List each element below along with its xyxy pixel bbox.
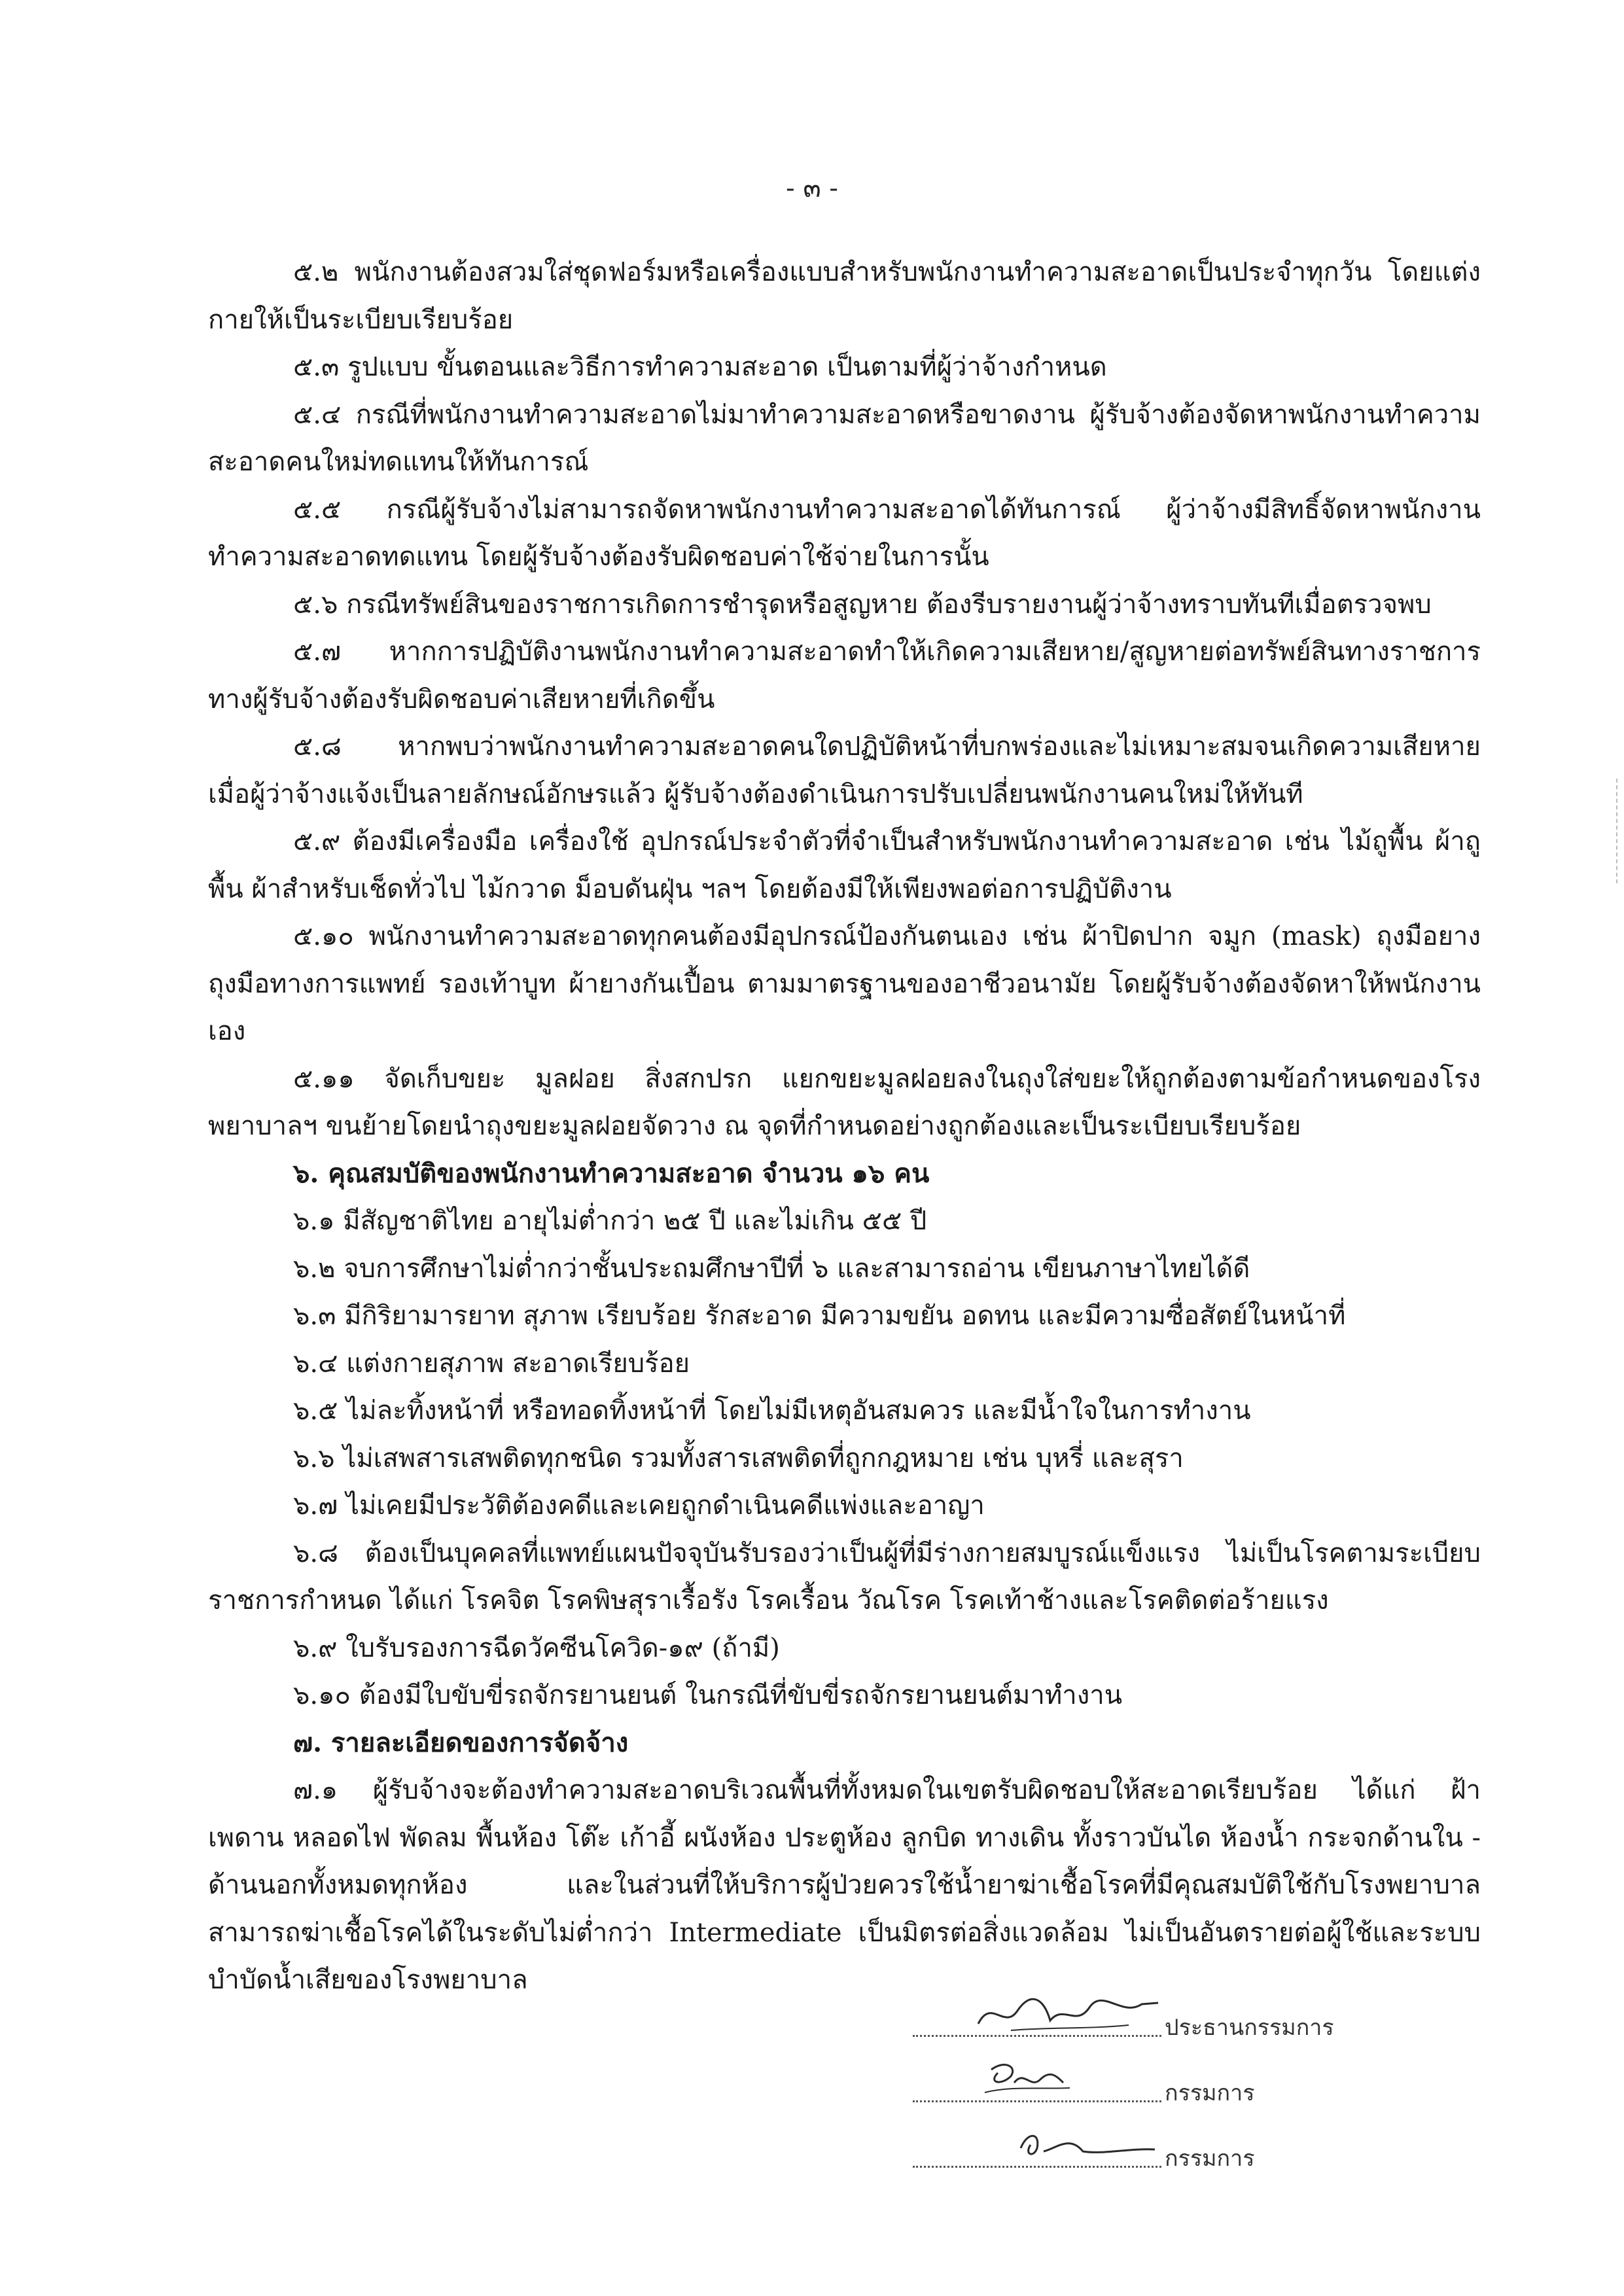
clause-5-11: ๕.๑๑ จัดเก็บขยะ มูลฝอย สิ่งสกปรก แยกขยะมูลฝอยลงในถุงใส่ขยะให้ถูกต้องตามข้อกำหนดของโรงพยาบาลฯ ขนย้ายโดยนำถุงขยะมูลฝอยจัดวาง ณ จุดที่กำหนดอย่างถูกต้องและเป็นระเบียบเรียบร้อย bbox=[208, 1063, 1481, 1141]
section-7-heading: ๗. รายละเอียดของการจัดจ้าง bbox=[293, 1727, 629, 1758]
handwritten-signature-2 bbox=[978, 2057, 1076, 2102]
clause-5-6: ๕.๖ กรณีทรัพย์สินของราชการเกิดการชำรุดหรือสูญหาย ต้องรีบรายงานผู้ว่าจ้างทราบทันทีเมื่อตรวจพบ bbox=[293, 589, 1432, 620]
clause-5-9: ๕.๙ ต้องมีเครื่องมือ เครื่องใช้ อุปกรณ์ประจำตัวที่จำเป็นสำหรับพนักงานทำความสะอาด เช่น ไม้ถูพื้น ผ้าถูพื้น ผ้าสำหรับเช็ดทั่วไป ไม้กวาด ม็อบดันฝุ่น ฯลฯ โดยต้องมีให้เพียงพอต่อการปฏิบัติงาน bbox=[208, 826, 1481, 904]
clause-6-5: ๖.๕ ไม่ละทิ้งหน้าที่ หรือทอดทิ้งหน้าที่ โดยไม่มีเหตุอันสมควร และมีน้ำใจในการทำงาน bbox=[293, 1396, 1251, 1426]
scan-edge-mark bbox=[1616, 779, 1624, 883]
clause-6-8: ๖.๘ ต้องเป็นบุคคลที่แพทย์แผนปัจจุบันรับรองว่าเป็นผู้ที่มีร่างกายสมบูรณ์แข็งแรง ไม่เป็นโรคตามระเบียบราชการกำหนด ได้แก่ โรคจิต โรคพิษสุราเรื้อรัง โรคเรื้อน วัณโรค โรคเท้าช้างและโรคติดต่อร้ายแรง bbox=[208, 1538, 1481, 1616]
signature-role-chairman: ประธานกรรมการ bbox=[1165, 2015, 1334, 2041]
clause-6-9: ๖.๙ ใบรับรองการฉีดวัคซีนโควิด-๑๙ (ถ้ามี) bbox=[293, 1633, 780, 1663]
clause-7-1: ๗.๑ ผู้รับจ้างจะต้องทำความสะอาดบริเวณพื้นที่ทั้งหมดในเขตรับผิดชอบให้สะอาดเรียบร้อย ได้แก่ ฝ้า เพดาน หลอดไฟ พัดลม พื้นห้อง โต๊ะ เก้าอี้ ผนังห้อง ประตูห้อง ลูกบิด ทางเดิน ทั้งราวบันได ห้องน้ำ กระจกด้านใน - ด้านนอกทั้งหมดทุกห้อง และในส่วนที่ให้บริการผู้ป่วยควรใช้น้ำยาฆ่าเชื้อโรคที่มีคุณสมบัติใช้กับโรงพยาบาล สามารถฆ่าเชื้อโรคได้ในระดับไม่ต่ำกว่า Intermediate เป็นมิตรต่อสิ่งแวดล้อม ไม่เป็นอันตรายต่อผู้ใช้และระบบบำบัดน้ำเสียของโรงพยาบาล bbox=[208, 1775, 1481, 1995]
signature-role-member-1: กรรมการ bbox=[1165, 2080, 1255, 2106]
clause-5-5: ๕.๕ กรณีผู้รับจ้างไม่สามารถจัดหาพนักงานทำความสะอาดได้ทันการณ์ ผู้ว่าจ้างมีสิทธิ์จัดหาพนักงานทำความสะอาดทดแทน โดยผู้รับจ้างต้องรับผิดชอบค่าใช้จ่ายในการนั้น bbox=[208, 494, 1481, 572]
section-6-heading: ๖. คุณสมบัติของพนักงานทำความสะอาด จำนวน ๑๖ คน bbox=[293, 1157, 930, 1189]
clause-6-2: ๖.๒ จบการศึกษาไม่ต่ำกว่าชั้นประถมศึกษาปีที่ ๖ และสามารถอ่าน เขียนภาษาไทยได้ดี bbox=[293, 1253, 1250, 1284]
clause-5-7: ๕.๗ หากการปฏิบัติงานพนักงานทำความสะอาดทำให้เกิดความเสียหาย/สูญหายต่อทรัพย์สินทางราชการทางผู้รับจ้างต้องรับผิดชอบค่าเสียหายที่เกิดขึ้น bbox=[208, 637, 1481, 715]
clause-5-2: ๕.๒ พนักงานต้องสวมใส่ชุดฟอร์มหรือเครื่องแบบสำหรับพนักงานทำความสะอาดเป็นประจำทุกวัน โดยแต่งกายให้เป็นระเบียบเรียบร้อย bbox=[208, 257, 1481, 335]
clause-5-8: ๕.๘ หากพบว่าพนักงานทำความสะอาดคนใดปฏิบัติหน้าที่บกพร่องและไม่เหมาะสมจนเกิดความเสียหาย เมื่อผู้ว่าจ้างแจ้งเป็นลายลักษณ์อักษรแล้ว ผู้รับจ้างต้องดำเนินการปรับเปลี่ยนพนักงานคนใหม่ให้ทันที bbox=[208, 732, 1481, 809]
signature-row-member-1 bbox=[913, 2051, 1371, 2117]
clause-6-7: ๖.๗ ไม่เคยมีประวัติต้องคดีและเคยถูกดำเนินคดีแพ่งและอาญา bbox=[293, 1491, 985, 1521]
signature-row-chairman bbox=[913, 1986, 1371, 2051]
clause-5-4: ๕.๔ กรณีที่พนักงานทำความสะอาดไม่มาทำความสะอาดหรือขาดงาน ผู้รับจ้างต้องจัดหาพนักงานทำความสะอาดคนใหม่ทดแทนให้ทันการณ์ bbox=[208, 399, 1481, 477]
clause-6-1: ๖.๑ มีสัญชาติไทย อายุไม่ต่ำกว่า ๒๕ ปี และไม่เกิน ๕๕ ปี bbox=[293, 1206, 927, 1236]
clause-6-6: ๖.๖ ไม่เสพสารเสพติดทุกชนิด รวมทั้งสารเสพติดที่ถูกกฎหมาย เช่น บุหรี่ และสุรา bbox=[293, 1443, 1184, 1474]
clause-6-3: ๖.๓ มีกิริยามารยาท สุภาพ เรียบร้อย รักสะอาด มีความขยัน อดทน และมีความซื่อสัตย์ในหน้าที่ bbox=[293, 1301, 1346, 1331]
handwritten-signature-3 bbox=[1011, 2122, 1161, 2168]
document-body bbox=[208, 249, 1481, 2004]
page-number: - ๓ - bbox=[786, 173, 838, 203]
clause-5-10: ๕.๑๐ พนักงานทำความสะอาดทุกคนต้องมีอุปกรณ์ป้องกันตนเอง เช่น ผ้าปิดปาก จมูก (mask) ถุงมือยาง ถุงมือทางการแพทย์ รองเท้าบูท ผ้ายางกันเปื้อน ตามมาตรฐานของอาชีวอนามัย โดยผู้รับจ้างต้องจัดหาให้พนักงานเอง bbox=[208, 921, 1481, 1046]
clause-6-10: ๖.๑๐ ต้องมีใบขับขี่รถจักรยานยนต์ ในกรณีที่ขับขี่รถจักรยานยนต์มาทำงาน bbox=[293, 1680, 1123, 1710]
clause-5-3: ๕.๓ รูปแบบ ขั้นตอนและวิธีการทำความสะอาด เป็นตามที่ผู้ว่าจ้างกำหนด bbox=[293, 352, 1107, 382]
handwritten-signature-1 bbox=[972, 1991, 1168, 2037]
signature-role-member-2: กรรมการ bbox=[1165, 2146, 1255, 2172]
signature-row-member-2 bbox=[913, 2117, 1371, 2182]
signature-block bbox=[913, 1986, 1371, 2182]
clause-6-4: ๖.๔ แต่งกายสุภาพ สะอาดเรียบร้อย bbox=[293, 1348, 690, 1379]
